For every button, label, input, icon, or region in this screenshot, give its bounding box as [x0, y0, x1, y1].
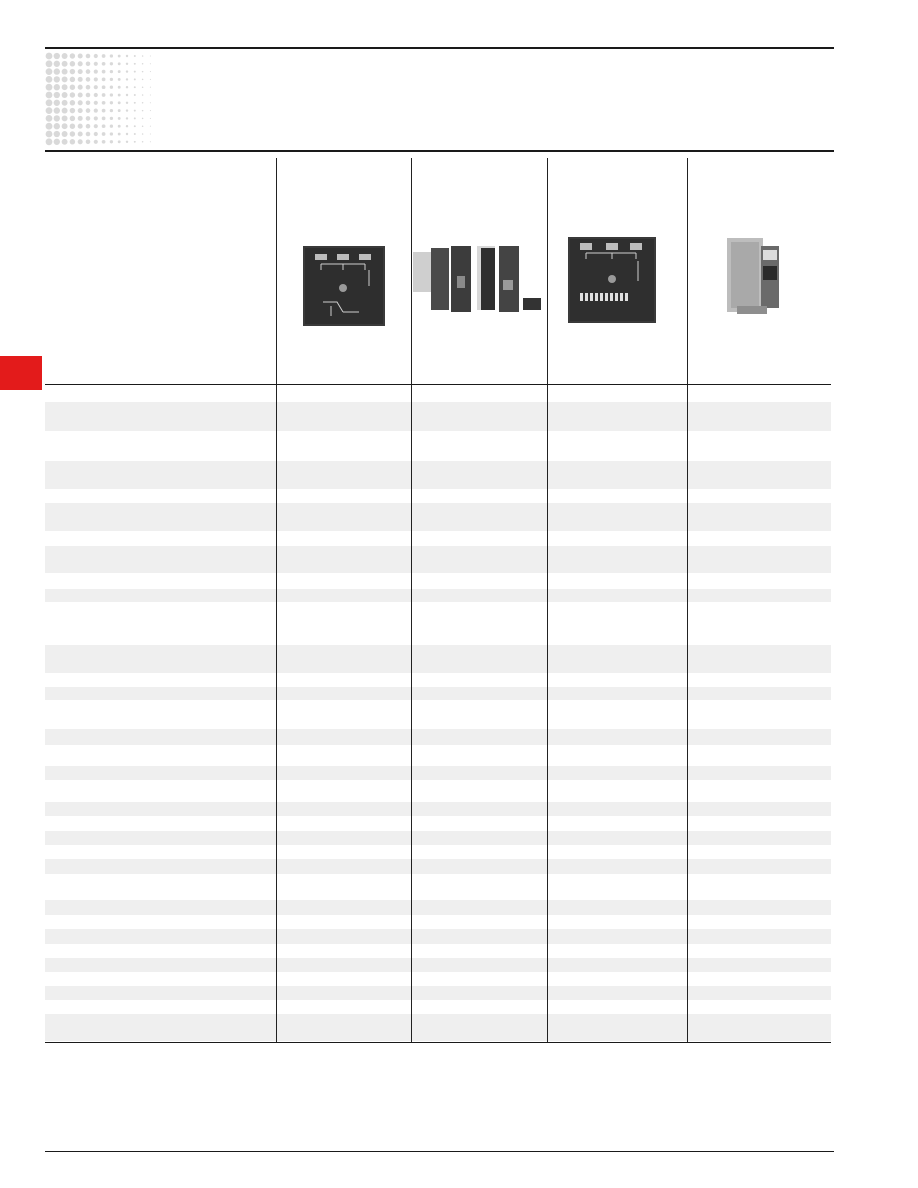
section-tab-marker: [0, 356, 42, 390]
table-row: [45, 958, 831, 972]
column-divider: [276, 158, 277, 1042]
column-divider: [687, 158, 688, 1042]
table-header-rule: [45, 384, 831, 385]
table-row: [45, 402, 831, 431]
table-row: [45, 766, 831, 780]
table-row: [45, 729, 831, 745]
header-dot-pattern: [45, 52, 155, 146]
table-row: [45, 986, 831, 1000]
square-relay-module-photo: [303, 246, 385, 326]
table-row: [45, 831, 831, 845]
table-row: [45, 1014, 831, 1041]
table-row: [45, 929, 831, 944]
table-row: [45, 645, 831, 673]
column-divider: [547, 158, 548, 1042]
product-comparison-table: [45, 158, 831, 1042]
table-row: [45, 802, 831, 816]
table-row: [45, 859, 831, 874]
din-rail-relay-photo: [723, 236, 783, 316]
footer-rule: [45, 1151, 834, 1152]
top-rule: [45, 47, 834, 49]
table-row: [45, 900, 831, 915]
table-row: [45, 687, 831, 700]
table-row: [45, 503, 831, 531]
square-dip-switch-module-photo: [568, 237, 656, 323]
header-rule: [45, 150, 834, 152]
table-row: [45, 589, 831, 602]
table-bottom-rule: [45, 1042, 831, 1043]
din-rail-relay-group-photo: [413, 246, 545, 312]
table-row: [45, 546, 831, 573]
table-row: [45, 461, 831, 489]
column-divider: [411, 158, 412, 1042]
